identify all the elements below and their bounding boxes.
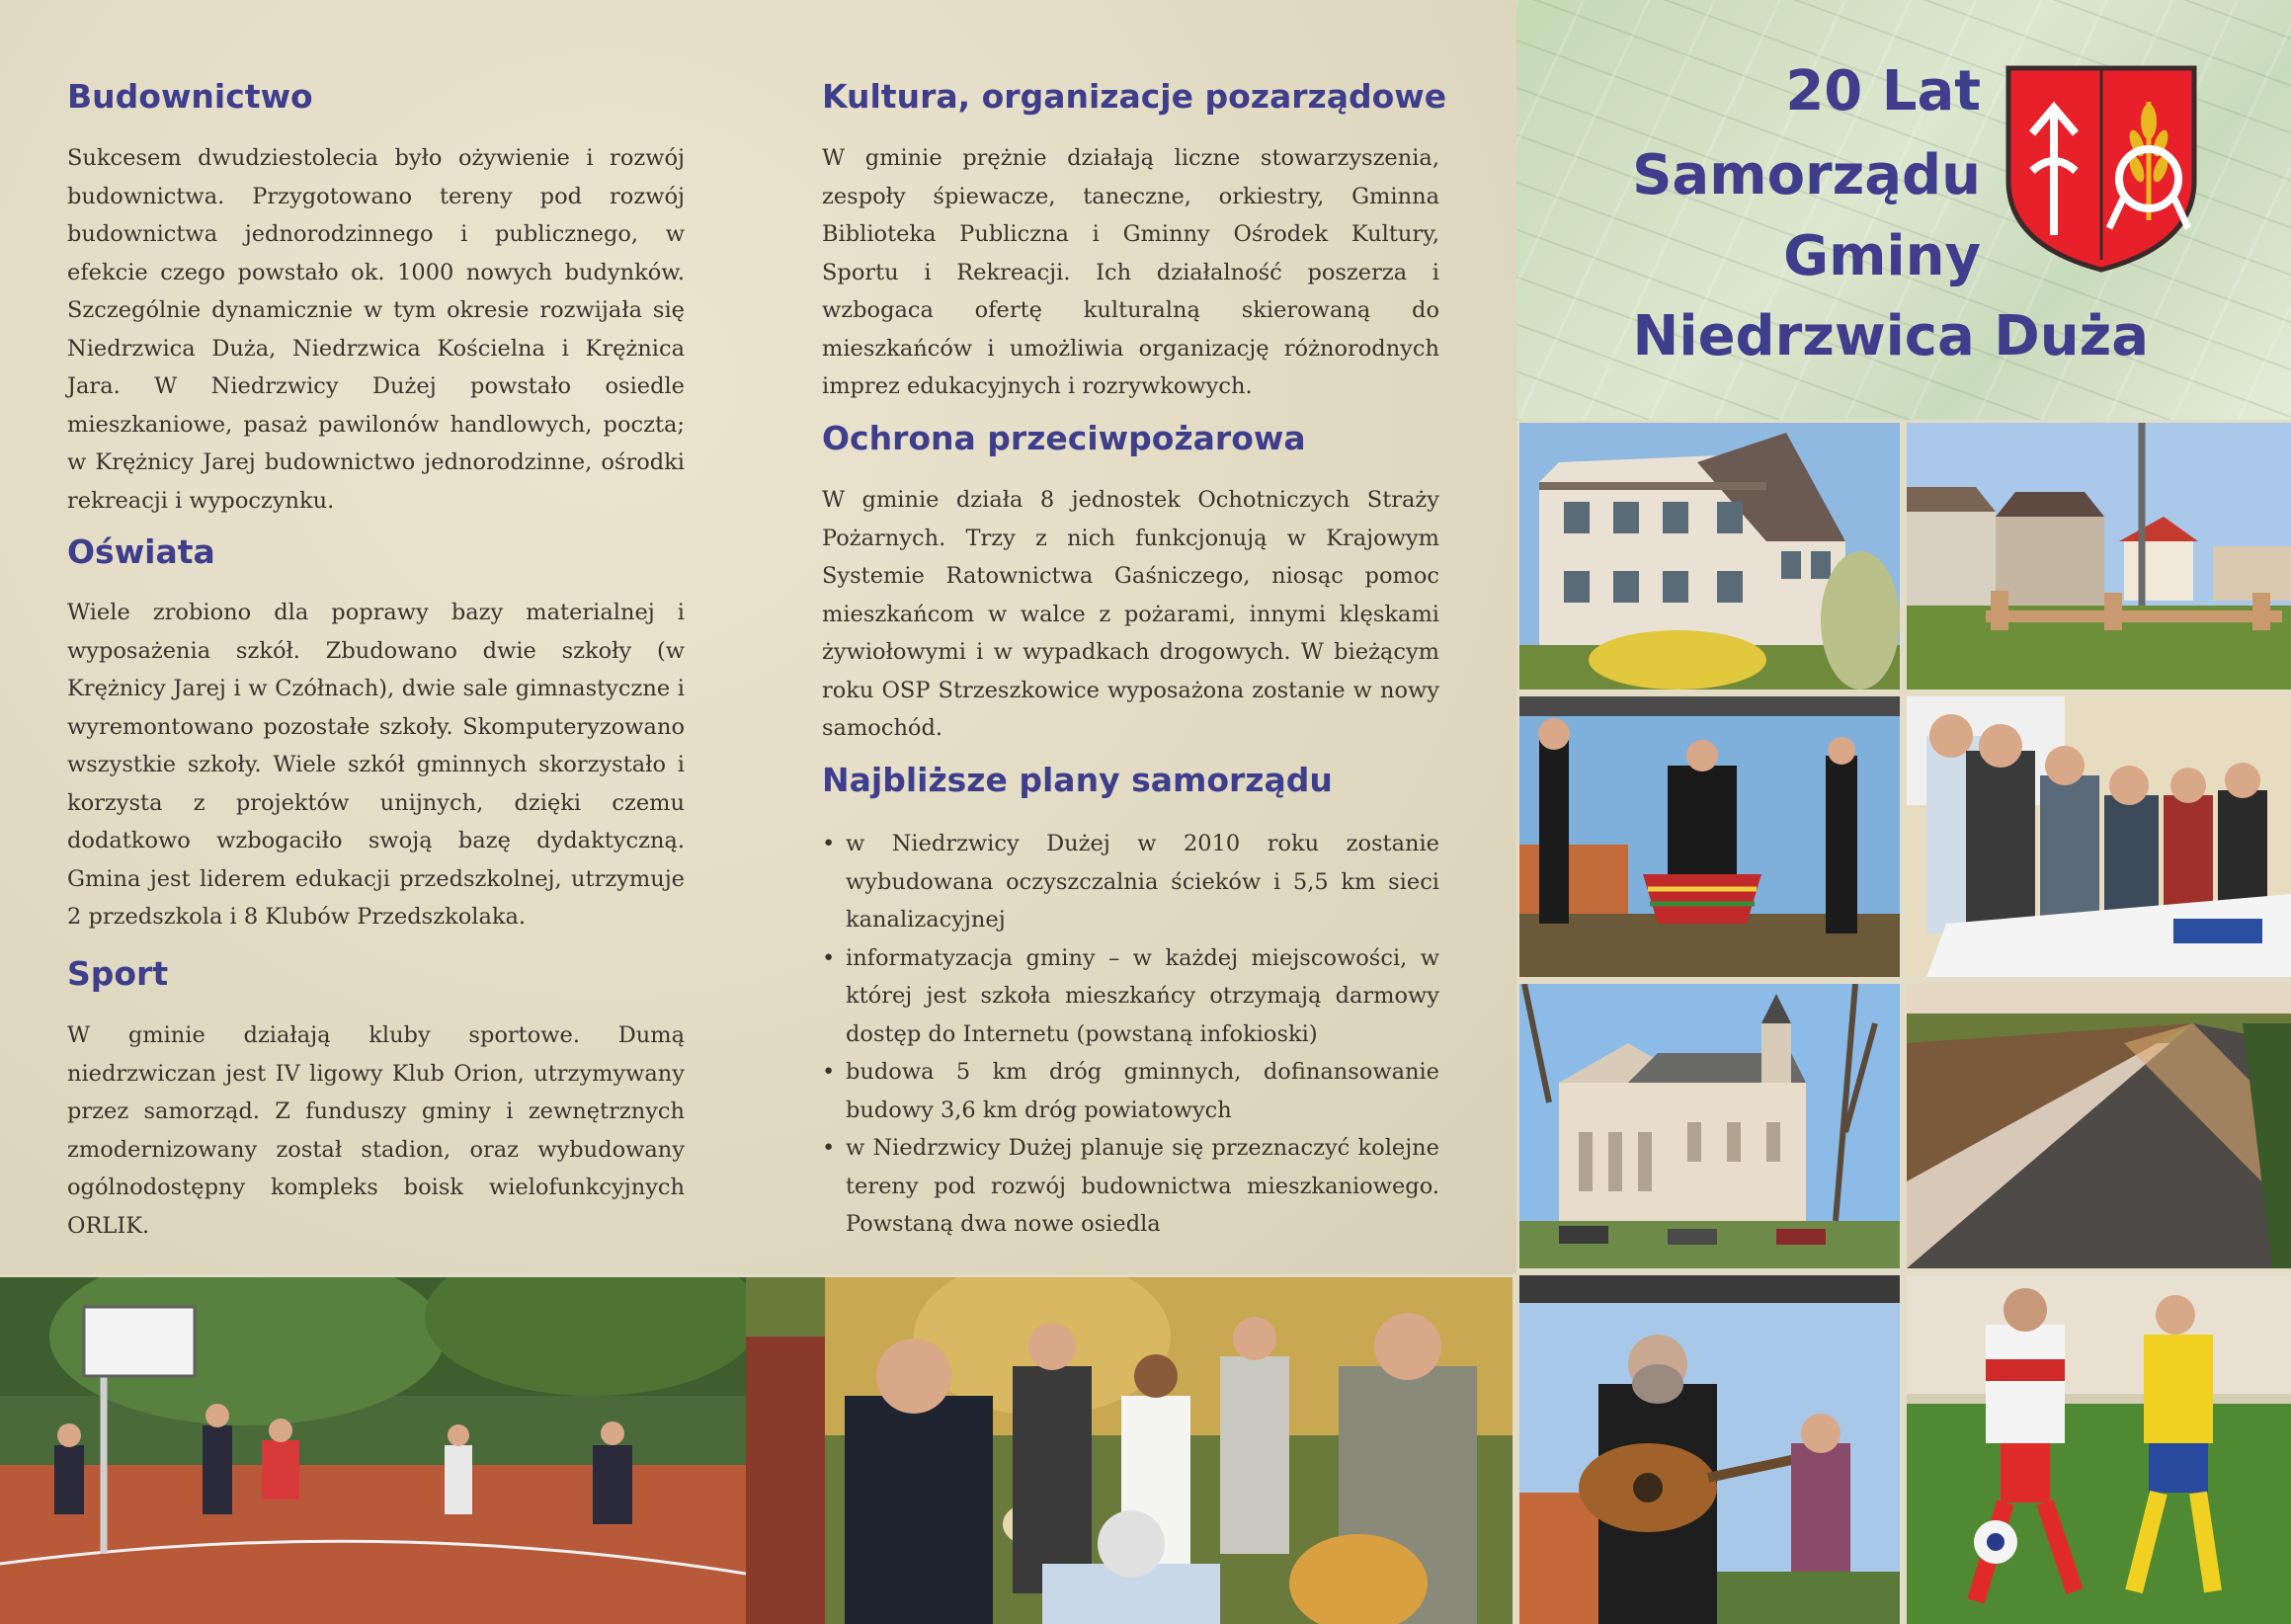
photo-church [1519,984,1900,1268]
title-line-4: Niedrzwica Duża [1632,304,2149,368]
title-line-3: Gminy [1783,224,1981,288]
photo-municipal-building [1519,423,1900,690]
text-budownictwo: Sukcesem dwudziestolecia było ożywienie i rozwój budownictwa. Przygotowano tereny pod rozwój budownictwa jednorodzinnego i publicznego, w efekcie czego powstało ok. 1000 nowych budynków. Szczególnie dynamicznie w tym okresie rozwijała się Niedrzwica Duża, Niedrzwica Kościelna i Krężnica Jara. W Niedrzwicy Dużej powstało osiedle mieszkaniowe, pasaż pawilonów handlowych, poczta; w Krężnicy Jarej budownictwo jednorodzinne, ośrodki rekreacji i wypoczynku. [67,145,685,514]
photo-folk-dance [1519,696,1900,977]
photo-basketball-court [0,1277,746,1624]
text-sport: W gminie działają kluby sportowe. Dumą niedrzwiczan jest IV ligowy Klub Orion, utrzymywany przez samorząd. Z funduszy gminy i zewnętrznych zmodernizowany został stadion, oraz wybudowany ogólnodostępny kompleks boisk wielofunkcyjnych ORLIK. [67,1022,685,1239]
photo-village-street [1907,423,2291,690]
photo-football-match [1907,1275,2291,1624]
text-oswiata: Wiele zrobiono dla poprawy bazy materialnej i wyposażenia szkół. Zbudowano dwie szkoły (w Krężnicy Jarej i w Czółnach), dwie sale gimnastyczne i wyremontowano pozostałe szkoły. Skomputeryzowano wszystkie szkoły. Wiele szkół gminnych skorzystało i korzysta z projektów unijnych, dzięki czemu dodatkowo wzbogaciło swoją bazę dydaktyczną. Gmina jest liderem edukacji przedszkolnej, utrzymuje 2 przedszkola i 8 Klubów Przedszkolaka. [67,600,685,930]
heading-kultura: Kultura, organizacje pozarządowe [822,77,1447,116]
photo-road [1907,984,2291,1268]
list-item: • w Niedrzwicy Dużej planuje się przeznaczyć kolejne tereny pod rozwój budownictwa mieszkaniowego. Powstaną dwa nowe osiedla [822,1129,1439,1244]
photo-harvest-festival [746,1277,1513,1624]
text-kultura: W gminie prężnie działają liczne stowarzyszenia, zespoły śpiewacze, taneczne, orkiestry, Gminna Biblioteka Publiczna i Gminny Ośrodek Kultury, Sportu i Rekreacji. Ich działalność poszerza i wzbogaca ofertę kulturalną skierowaną do mieszkańców i umożliwia organizację różnorodnych imprez edukacyjnych i rozrywkowych. [822,145,1439,399]
photo-concert-guitarist [1519,1275,1900,1624]
coat-of-arms-icon [2003,62,2200,275]
photo-meeting [1907,696,2291,977]
plans-list [822,825,1439,1244]
list-item: • budowa 5 km dróg gminnych, dofinansowanie budowy 3,6 km dróg powiatowych [822,1053,1439,1129]
heading-ochrona: Ochrona przeciwpożarowa [822,419,1306,457]
heading-budownictwo: Budownictwo [67,77,313,116]
heading-sport: Sport [67,954,169,993]
title-banner [1516,0,2291,420]
heading-oswiata: Oświata [67,532,215,571]
text-ochrona: W gminie działa 8 jednostek Ochotniczych Straży Pożarnych. Trzy z nich funkcjonują w Krajowym Systemie Ratownictwa Gaśniczego, niosąc pomoc mieszkańcom w walce z pożarami, innymi klęskami żywiołowymi i w wypadkach drogowych. W bieżącym roku OSP Strzeszkowice wyposażona zostanie w nowy samochód. [822,487,1439,741]
heading-plany: Najbliższe plany samorządu [822,761,1333,799]
title-line-2: Samorządu [1632,143,1981,207]
title-line-1: 20 Lat [1785,59,1981,123]
list-item: • informatyzacja gminy – w każdej miejscowości, w której jest szkoła mieszkańcy otrzymają darmowy dostęp do Internetu (powstaną infokioski) [822,939,1439,1054]
list-item: • w Niedrzwicy Dużej w 2010 roku zostanie wybudowana oczyszczalnia ścieków i 5,5 km sieci kanalizacyjnej [822,825,1439,939]
